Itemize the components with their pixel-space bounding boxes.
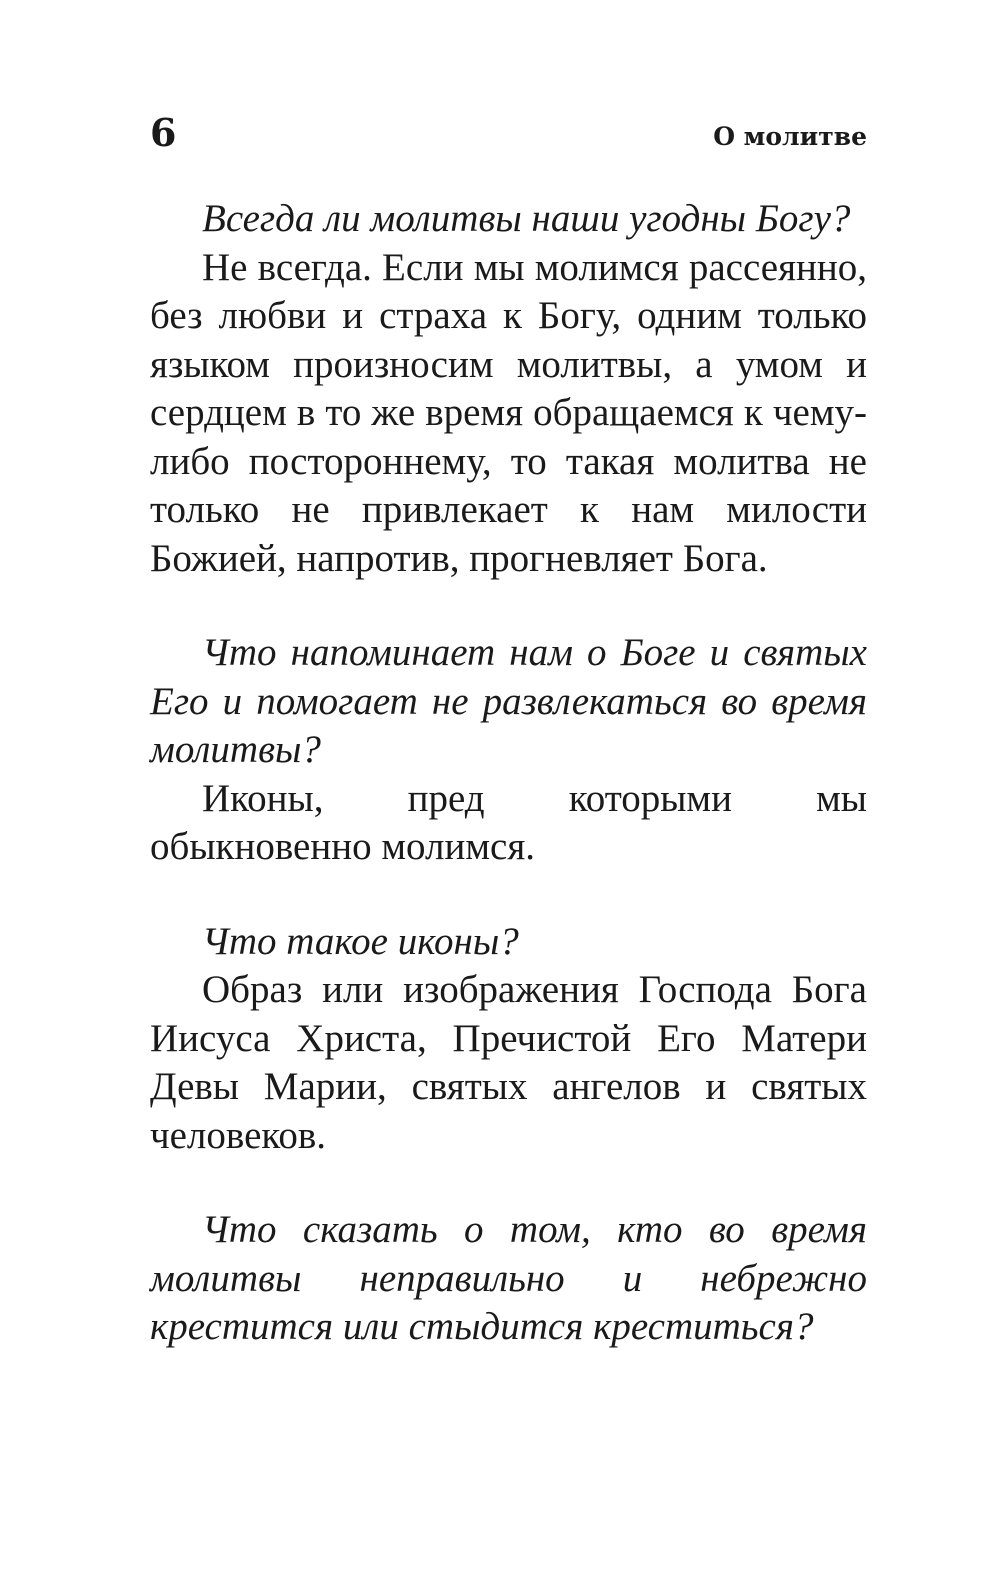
- answer-paragraph: Иконы, пред которыми мы обыкновенно молимся.: [150, 776, 867, 868]
- qa-block: [150, 1206, 867, 1352]
- question-paragraph: Что такое иконы?: [202, 919, 519, 963]
- answer-paragraph: Не всегда. Если мы молимся рассеянно, без любви и страха к Богу, одним только языком произносим молитвы, а умом и сердцем в то же время обращаемся к чему-либо постороннему, то такая молитва не только не привлекает к нам милости Божией, напротив, прогневляет Бога.: [150, 245, 867, 580]
- qa-block: [150, 195, 867, 583]
- running-head: [150, 108, 867, 158]
- qa-block: [150, 918, 867, 1161]
- question-paragraph: Что сказать о том, кто во время молитвы неправильно и небрежно крестится или стыдится креститься?: [150, 1208, 867, 1348]
- page-number: 6: [150, 110, 177, 155]
- question-paragraph: Всегда ли молитвы наши угодны Богу?: [202, 197, 851, 240]
- answer-paragraph: Образ или изображения Господа Бога Иисуса Христа, Пречистой Его Матери Девы Марии, святых ангелов и святых человеков.: [150, 968, 867, 1157]
- question-paragraph: Что напоминает нам о Боге и святых Его и помогает не развлекаться во время молитвы?: [150, 631, 867, 771]
- book-page: [150, 0, 867, 1570]
- body-text: [150, 195, 867, 1352]
- qa-block: [150, 629, 867, 872]
- section-title: О молитве: [713, 122, 867, 151]
